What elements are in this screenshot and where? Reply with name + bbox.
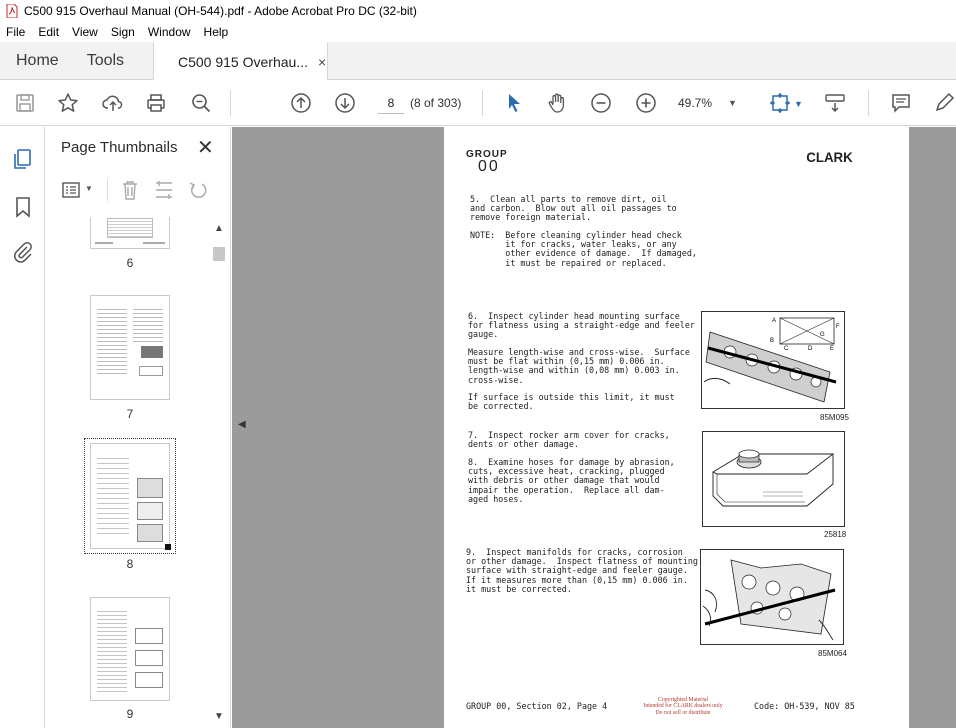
zoom-value: 49.7%	[678, 96, 713, 110]
page-thumbnail-8[interactable]	[90, 443, 170, 549]
note-text: NOTE: Before cleaning cylinder head check it for cracks, water leaks, or any other evidence of damage. If damaged, it must be repaired or replaced.	[470, 230, 697, 268]
panel-toolbar	[59, 175, 219, 205]
page-number-input[interactable]	[378, 92, 404, 114]
thumbnail-current-marker	[165, 544, 171, 550]
chevron-down-icon[interactable]: ▼	[85, 184, 93, 193]
pdf-app-icon	[6, 4, 18, 18]
page-down-icon[interactable]	[333, 91, 357, 115]
fit-page-icon[interactable]	[768, 91, 792, 115]
thumbnail-label-9: 9	[126, 707, 134, 721]
zoom-search-icon[interactable]	[189, 91, 213, 115]
panel-title: Page Thumbnails	[61, 139, 178, 156]
pdf-page	[444, 127, 909, 728]
menu-sign[interactable]: Sign	[110, 25, 135, 39]
page-footer-code: Code: OH-539, NOV 85	[754, 701, 855, 711]
panel-close-button[interactable]: ✕	[197, 137, 214, 159]
window-title: C500 915 Overhaul Manual (OH-544).pdf - Adobe Acrobat Pro DC (32-bit)	[24, 4, 417, 18]
figure-cylinder-head	[701, 311, 845, 409]
step-9-text: 9. Inspect manifolds for cracks, corrosion or other damage. Inspect flatness of mounting surface with straight-edge and feeler gauge. If it measures more than (0,15 mm) 0.006 in. it must be corrected.	[466, 547, 698, 594]
manifold-illustration	[701, 550, 843, 644]
figure-3-caption: 85M064	[818, 649, 847, 658]
collapse-panel-arrow-icon[interactable]: ◀	[238, 419, 246, 430]
menu-window[interactable]: Window	[147, 25, 191, 39]
page-thumbnails-icon[interactable]	[11, 147, 35, 171]
fig-label-a: A	[772, 318, 777, 324]
figure-2-caption: 25818	[824, 530, 847, 539]
step-6-measure-text: Measure length-wise and cross-wise. Surface must be flat within (0,15 mm) 0.006 in. length-wise and within (0,08 mm) 0.003 in. cross-wise.	[468, 347, 690, 385]
step-6-text: 6. Inspect cylinder head mounting surface for flatness using a straight-edge and feeler gauge.	[468, 311, 695, 340]
thumbnail-label-6: 6	[126, 256, 134, 270]
thumbnail-text-preview	[97, 454, 129, 534]
scroll-down-arrow-icon[interactable]: ▼	[214, 711, 224, 722]
figure-manifold	[700, 549, 844, 645]
bookmark-icon[interactable]	[11, 195, 35, 219]
thumbnail-list	[45, 217, 211, 728]
thumbnail-image-preview	[137, 502, 163, 520]
cylinder-head-illustration	[702, 312, 844, 408]
navigation-rail	[0, 127, 45, 728]
tab-tools[interactable]: Tools	[86, 52, 125, 69]
save-icon[interactable]	[13, 91, 37, 115]
thumbnail-text-preview	[97, 306, 127, 376]
thumbnail-footer-mark	[143, 242, 165, 244]
thumbnail-text-preview	[133, 306, 163, 342]
thumbnail-image-preview	[137, 478, 163, 498]
page-up-icon[interactable]	[289, 91, 313, 115]
group-label: GROUP	[466, 149, 508, 160]
scrollbar-thumb[interactable]	[213, 247, 225, 261]
chevron-down-icon[interactable]: ▼	[794, 99, 803, 109]
figure-1-caption: 85M095	[820, 413, 849, 422]
step-5-text: 5. Clean all parts to remove dirt, oil and carbon. Blow out all oil passages to remove foreign material.	[470, 194, 677, 223]
thumbnail-image-preview	[139, 366, 163, 376]
fig-label-g: G	[820, 332, 825, 338]
thumbnail-image-preview	[141, 346, 163, 358]
rotate-icon[interactable]	[187, 179, 209, 201]
group-number: 00	[478, 158, 500, 175]
thumbnail-table-preview	[107, 218, 153, 238]
tab-close-button[interactable]: ×	[317, 53, 327, 70]
thumbnails-panel	[45, 127, 231, 728]
thumbnail-image-preview	[135, 650, 163, 666]
zoom-select[interactable]	[678, 92, 744, 114]
tab-home[interactable]: Home	[16, 52, 59, 69]
hand-icon[interactable]	[545, 91, 569, 115]
step-7-text: 7. Inspect rocker arm cover for cracks, dents or other damage.	[468, 430, 670, 450]
document-view[interactable]	[232, 127, 956, 728]
zoom-in-icon[interactable]	[634, 91, 658, 115]
thumbnail-footer-mark	[95, 242, 113, 244]
print-icon[interactable]	[144, 91, 168, 115]
clark-logo: CLARK	[806, 149, 853, 165]
delete-icon[interactable]	[119, 179, 141, 201]
menu-file[interactable]: File	[6, 25, 26, 39]
fig-label-f: F	[836, 324, 840, 330]
thumbnail-label-7: 7	[126, 407, 134, 421]
toolbar	[0, 80, 956, 126]
pen-icon[interactable]	[932, 91, 956, 115]
page-thumbnail-9[interactable]	[90, 597, 170, 701]
upload-icon[interactable]	[101, 91, 125, 115]
tab-document-label: C500 915 Overhau...	[178, 53, 308, 70]
rocker-cover-illustration	[703, 432, 844, 526]
comment-icon[interactable]	[889, 91, 913, 115]
thumbnail-label-8: 8	[126, 557, 134, 571]
figure-rocker-cover	[702, 431, 845, 527]
toolbar-divider	[868, 90, 869, 116]
fig-label-e: E	[830, 346, 835, 352]
panel-divider	[107, 179, 108, 201]
menu-bar	[0, 22, 956, 42]
page-thumbnail-7[interactable]	[90, 295, 170, 400]
tab-row	[0, 42, 956, 80]
title-bar	[0, 0, 956, 22]
options-menu-icon[interactable]	[61, 179, 83, 201]
fig-label-d: D	[808, 346, 813, 352]
thumbnail-image-preview	[135, 628, 163, 644]
page-footer-section: GROUP 00, Section 02, Page 4	[466, 701, 608, 711]
page-thumbnail-6[interactable]	[90, 217, 170, 249]
page-count-label: (8 of 303)	[410, 96, 462, 110]
menu-help[interactable]: Help	[203, 25, 229, 39]
star-icon[interactable]	[56, 91, 80, 115]
step-6-limit-text: If surface is outside this limit, it must be corrected.	[468, 392, 675, 412]
chevron-down-icon: ▼	[728, 98, 737, 108]
fig-label-c: C	[784, 346, 789, 352]
toolbar-divider	[230, 90, 231, 116]
fig-label-b: B	[770, 338, 775, 344]
zoom-out-icon[interactable]	[589, 91, 613, 115]
menu-view[interactable]: View	[72, 25, 98, 39]
scroll-up-arrow-icon[interactable]: ▲	[214, 223, 224, 234]
copyright-watermark: Copyrighted Material Intended for CLARK dealers only Do not sell or distribute	[643, 697, 723, 716]
select-arrow-icon[interactable]	[502, 91, 526, 115]
menu-edit[interactable]: Edit	[38, 25, 60, 39]
step-8-text: 8. Examine hoses for damage by abrasion, cuts, excessive heat, cracking, plugged with debris or other damage that would impair the operation. Replace all dam- aged hoses.	[468, 457, 675, 504]
toolbar-divider	[482, 90, 483, 116]
extract-pages-icon[interactable]	[153, 179, 175, 201]
thumbnail-image-preview	[135, 672, 163, 688]
thumbnail-text-preview	[97, 608, 127, 692]
scroll-mode-icon[interactable]	[823, 91, 847, 115]
tab-document[interactable]	[153, 42, 328, 81]
thumbnail-scrollbar[interactable]	[211, 217, 227, 723]
thumbnail-image-preview	[137, 524, 163, 542]
attachment-icon[interactable]	[11, 240, 35, 264]
